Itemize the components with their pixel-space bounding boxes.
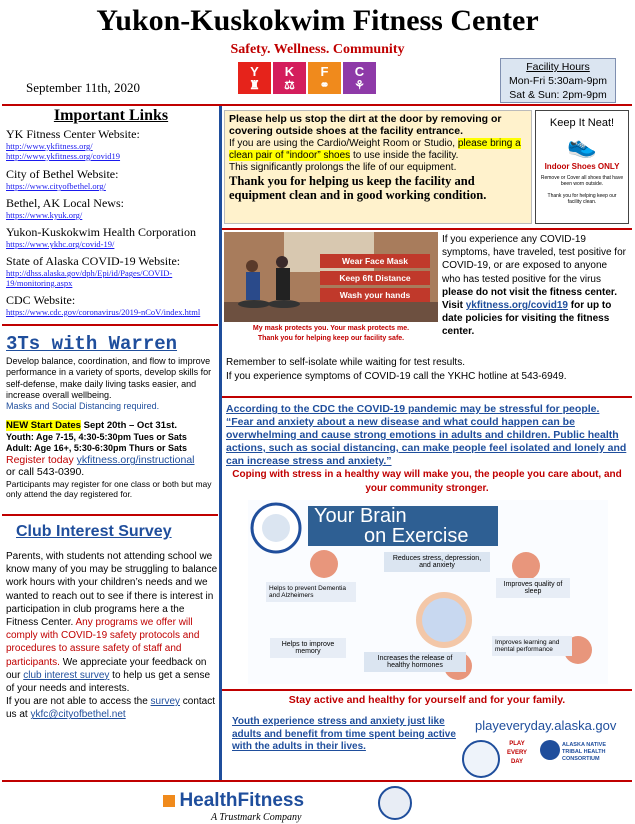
important-links — [6, 107, 216, 317]
logo-tile-c: C ⚘ — [343, 62, 376, 94]
covid-link[interactable]: ykfitness.org/covid19 — [465, 300, 568, 312]
play-logo-1: PLAY — [509, 741, 525, 747]
facility-hours-box — [500, 58, 616, 103]
page-title: Yukon-Kuskokwim Fitness Center — [96, 4, 539, 37]
photo-caption-2: Thank you for helping keep our facility safe. — [257, 335, 405, 342]
club-safety: Any programs we offer will comply with COVID-19 safety protocols and procedures to assure safety of staff and participants. — [6, 617, 200, 668]
club-p1: Parents, with students not attending school we know many of you may be struggling to balance work hours with your children’s needs and we wanted to reach out to see if there is interest in participation in club programs here a the Fitness Center. — [6, 551, 218, 629]
register-phone: or call 543-0390. — [6, 466, 85, 479]
cdc-quote: According to the CDC the COVID-19 pandemic may be stressful for people. “Fear and anxiety about a new disease and what could happen can be overwhelming and cause strong emotions in adults and children. Public health actions, such as social distancing, can make people feel isolated and lonely and can increase stress and anxiety.” — [226, 403, 627, 467]
remember-line-1: Remember to self-isolate while waiting for test results. — [226, 357, 465, 368]
column-divider — [219, 106, 222, 780]
shoe-policy-line-b: to use inside the facility. — [352, 149, 459, 161]
shoe-policy-line: If you are using the Cardio/Weight Room or Studio, — [229, 137, 456, 149]
anthc-icon — [540, 740, 560, 760]
youth-schedule: Youth: Age 7-15, 4:30-5:30pm Tues or Sats — [6, 431, 187, 442]
benefit-hormones: Increases the release of healthy hormones — [364, 652, 466, 672]
logo-tile-y: Y ♜ — [238, 62, 271, 94]
warren-section — [6, 356, 218, 499]
divider — [2, 324, 218, 326]
link-cdc[interactable]: https://www.cdc.gov/coronavirus/2019-nCoV/index.html — [6, 307, 201, 317]
shoe-policy-thanks: Thank you for helping us keep the facility and equipment clean and in good working condition. — [229, 174, 487, 203]
adult-schedule: Adult: Age 16+, 5:30-6:30pm Thurs or Sats — [6, 443, 187, 454]
hours-weekend: Sat & Sun: 2pm-9pm — [509, 89, 607, 101]
contact-email[interactable]: ykfc@cityofbethel.net — [30, 709, 126, 721]
coping-statement: Coping with stress in a healthy way will make you, the people you care about, and your community stronger. — [232, 469, 622, 494]
divider — [222, 228, 632, 230]
remember-line-2: If you experience symptoms of COVID-19 call the YKHC hotline at 543-6949. — [226, 371, 567, 382]
link-ykfc[interactable]: http://www.ykfitness.org/ — [6, 141, 93, 151]
state-seal-icon — [462, 740, 500, 778]
banner-mask: Wear Face Mask — [320, 254, 430, 268]
link-label: CDC Website: — [6, 293, 76, 307]
club-survey-link[interactable]: club interest survey — [23, 669, 110, 681]
ykfc-logo — [238, 62, 376, 94]
play-every-day-logo — [500, 740, 534, 776]
city-seal-icon — [378, 786, 412, 820]
divider — [2, 514, 218, 516]
gym-photo — [224, 232, 438, 346]
divider — [222, 396, 632, 398]
link-kyuk[interactable]: https://www.kyuk.org/ — [6, 210, 83, 220]
link-label: YK Fitness Center Website: — [6, 127, 140, 141]
youth-note: Youth experience stress and anxiety just like adults and benefit from time spent being active with the adults in their lives. — [232, 716, 456, 752]
club-appreciate: We appreciate your feedback on our — [6, 656, 207, 681]
link-label: Bethel, AK Local News: — [6, 196, 124, 210]
tagline: Safety. Wellness. Community — [230, 42, 405, 57]
banner-distance: Keep 6ft Distance — [320, 271, 430, 285]
covid-tail: for up to date policies for visiting the fitness center. — [442, 300, 612, 338]
healthfitness-icon — [163, 795, 175, 807]
playeveryday-url[interactable]: playeveryday.alaska.gov — [475, 718, 617, 733]
anthc-3: CONSORTIUM — [562, 756, 600, 762]
brain-title — [310, 506, 500, 546]
footer-brand: HealthFitness — [179, 790, 305, 811]
photo-caption-1: My mask protects you. Your mask protects me. — [252, 325, 410, 332]
divider — [222, 689, 632, 691]
shoe-policy-equipment: This significantly prolongs the life of our equipment. — [229, 162, 457, 174]
club-p2: If you are not able to access the — [6, 696, 148, 708]
warren-body: Develop balance, coordination, and flow to improve performance in a variety of sports, develop skills for self-defense, make daily living tasks easier, and increase overall wellbeing. — [6, 356, 212, 400]
keep-it-neat-sign — [535, 110, 629, 224]
brain-title-1: Your Brain — [314, 505, 407, 527]
benefit-sleep: Improves quality of sleep — [496, 578, 570, 598]
benefit-memory: Helps to improve memory — [270, 638, 346, 658]
anthc-logo — [562, 742, 606, 763]
footer-sub: A Trustmark Company — [211, 812, 302, 823]
club-p1-end: to help us get a sense of your needs and interests. — [6, 669, 211, 695]
covid-text: If you experience any COVID-19 symptoms, have traveled, test positive for COVID-19, or are exposed to anyone who has tested positive for the virus — [442, 234, 626, 285]
covid-notice — [442, 233, 628, 339]
newsletter-date: September 11th, 2020 — [26, 80, 140, 95]
benefit-dementia: Helps to prevent Dementia and Alzheimers — [266, 582, 356, 602]
register-link[interactable]: ykfitness.org/instructional — [76, 454, 195, 467]
benefit-learning: Improves learning and mental performance — [492, 636, 572, 656]
club-p2-mid: contact us at — [6, 696, 216, 721]
anthc-1: ALASKA NATIVE — [562, 742, 606, 748]
healthfitness-logo — [163, 790, 304, 823]
anthc-2: TRIBAL HEALTH — [562, 749, 606, 755]
keep-thanks: Thank you for helping keep our facility clean. — [547, 193, 617, 205]
link-ykhc[interactable]: https://www.ykhc.org/covid-19/ — [6, 239, 115, 249]
keep-sub: Remove or Cover all shoes that have been worn outside. — [540, 175, 624, 187]
photo-caption — [224, 324, 438, 344]
brain-title-2: on Exercise — [364, 525, 469, 547]
shoe-icon: 👟 — [567, 132, 597, 159]
keep-headline: Indoor Shoes ONLY — [544, 162, 620, 171]
keep-title: Keep It Neat! — [549, 117, 615, 129]
banner-hands: Wash your hands — [320, 288, 430, 302]
safety-banners — [320, 254, 430, 302]
covid-bold: please do not visit the fitness center. Visit — [442, 286, 618, 312]
club-heading: Club Interest Survey — [16, 523, 172, 540]
stay-active: Stay active and healthy for yourself and for your family. — [288, 694, 566, 706]
survey-link[interactable]: survey — [150, 696, 180, 708]
isolation-reminder — [226, 356, 626, 384]
logo-tile-f: F ⚭ — [308, 62, 341, 94]
shoe-policy-box — [224, 110, 532, 224]
warren-note: Participants may register for one class or both but may only attend the day registered for. — [6, 478, 212, 499]
link-ykfc-covid[interactable]: http://www.ykfitness.org/covid19 — [6, 151, 121, 161]
warren-heading: 3Ts with Warren — [6, 333, 178, 355]
shoe-policy-highlight: please bring a clean pair of “indoor” shoes — [229, 137, 521, 161]
link-label: Yukon-Kuskokwim Health Corporation — [6, 225, 196, 239]
register-label: Register today — [6, 454, 74, 467]
brain-exercise-infographic — [248, 500, 608, 684]
links-heading: Important Links — [53, 107, 169, 124]
shoe-policy-bold: Please help us stop the dirt at the door by removing or covering outside shoes at the facility entrance. — [229, 113, 502, 138]
link-city[interactable]: https://www.cityofbethel.org/ — [6, 181, 106, 191]
logo-tile-k: K ⚖ — [273, 62, 306, 94]
benefit-stress: Reduces stress, depression, and anxiety — [384, 552, 490, 572]
divider — [2, 780, 632, 782]
new-start-dates: Sept 20th – Oct 31st. — [83, 420, 178, 432]
divider — [2, 104, 632, 106]
warren-masks: Masks and Social Distancing required. — [6, 401, 160, 412]
link-label: State of Alaska COVID-19 Website: — [6, 254, 181, 268]
new-start-label: NEW Start Dates — [6, 420, 81, 432]
link-state[interactable]: http://dhss.alaska.gov/dph/Epi/id/Pages/COVID-19/monitoring.aspx — [6, 268, 173, 288]
hours-heading: Facility Hours — [526, 61, 590, 73]
link-label: City of Bethel Website: — [6, 167, 119, 181]
play-logo-3: DAY — [510, 759, 524, 765]
play-logo-2: EVERY — [506, 750, 528, 756]
club-section — [6, 550, 218, 722]
hours-weekday: Mon-Fri 5:30am-9pm — [508, 75, 608, 87]
